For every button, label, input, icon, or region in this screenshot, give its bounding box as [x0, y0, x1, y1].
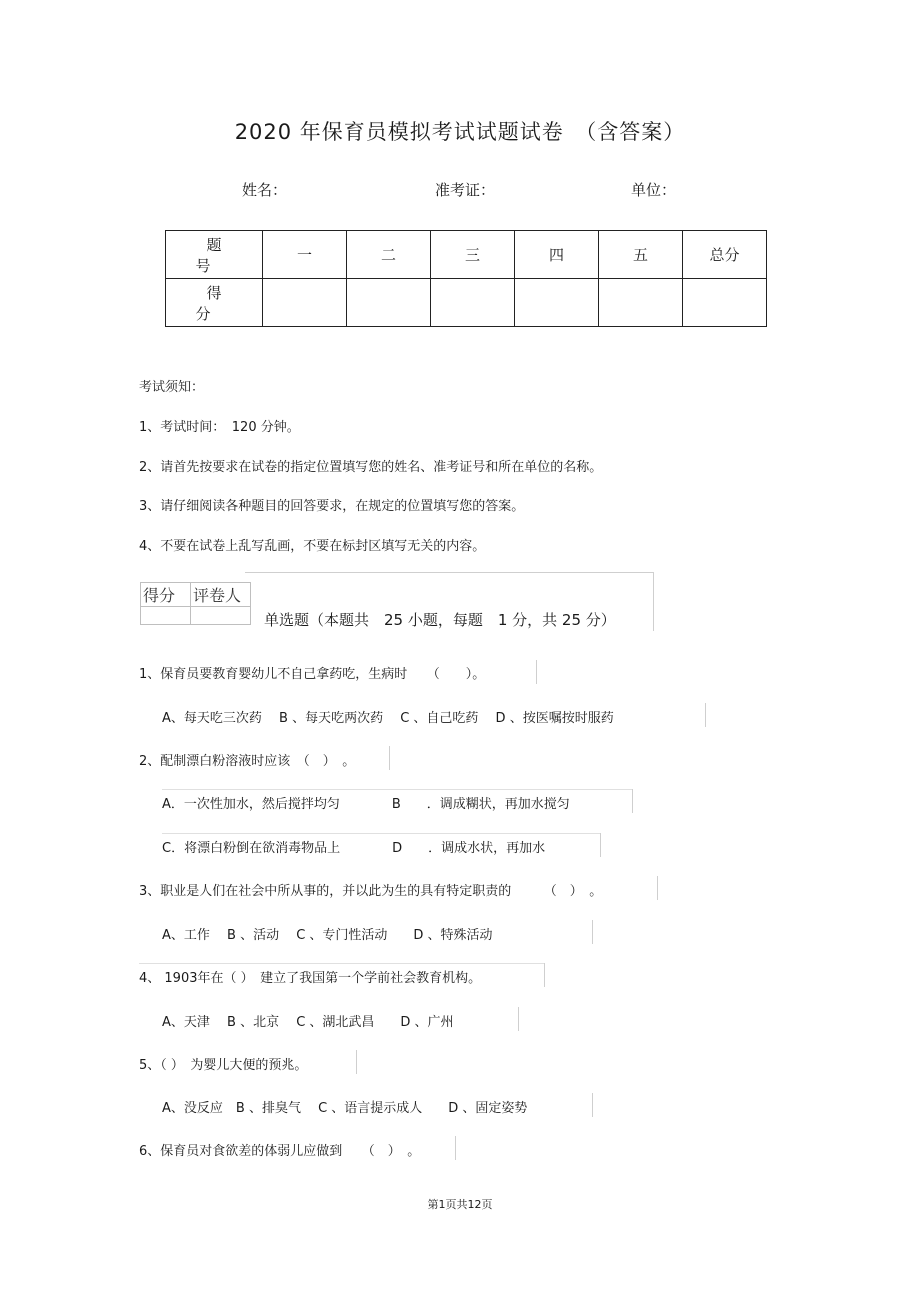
text-box-edge — [162, 833, 600, 834]
text-box-edge — [657, 876, 658, 900]
text-box-edge — [139, 963, 544, 964]
notice-item: 1、考试时间： 120 分钟。 — [139, 420, 300, 435]
question-stem: 6、保育员对食欲差的体弱儿应做到 （ ） 。 — [139, 1144, 421, 1159]
section-heading: 单选题（本题共 25 小题，每题 1 分，共 25 分） — [264, 611, 616, 629]
score-table-cell: 总分 — [683, 231, 767, 279]
document-title: 2020 年保育员模拟考试试题试卷 （含答案） — [234, 120, 686, 144]
name-field-label: 姓名： — [242, 181, 288, 199]
text-box-edge — [600, 833, 601, 857]
notice-item: 4、不要在试卷上乱写乱画，不要在标封区填写无关的内容。 — [139, 539, 486, 554]
question-options: A、没反应 B 、排臭气 C 、语言提示成人 D 、固定姿势 — [162, 1101, 528, 1116]
section-score-label: 得分 — [141, 583, 191, 607]
text-box-edge — [518, 1007, 519, 1031]
score-table-cell: 二 — [347, 231, 431, 279]
score-table-cell: 一 — [263, 231, 347, 279]
notice-item: 3、请仔细阅读各种题目的回答要求，在规定的位置填写您的答案。 — [139, 499, 525, 514]
score-table-cell: 四 — [515, 231, 599, 279]
text-box-edge — [592, 1093, 593, 1117]
question-options: A、工作 B 、活动 C 、专门性活动 D 、特殊活动 — [162, 928, 493, 943]
question-stem: 2、配制漂白粉溶液时应该 （ ） 。 — [139, 754, 356, 769]
question-stem: 4、 1903年在（ ） 建立了我国第一个学前社会教育机构。 — [139, 971, 482, 986]
score-table-score-row — [166, 279, 767, 327]
page-number-footer: 第1页共12页 — [427, 1198, 493, 1211]
text-box-edge — [162, 789, 632, 790]
notice-heading: 考试须知： — [139, 380, 205, 395]
exam-id-field-label: 准考证： — [435, 181, 496, 199]
score-table-cell: 三 — [431, 231, 515, 279]
question-stem: 5、（ ） 为婴儿大便的预兆。 — [139, 1058, 308, 1073]
text-box-edge — [592, 920, 593, 944]
question-options: C．将漂白粉倒在欲消毒物品上 D ．调成水状，再加水 — [162, 841, 546, 856]
score-table-cell: 五 — [599, 231, 683, 279]
text-box-edge — [356, 1050, 357, 1074]
section-score-blank — [141, 607, 191, 625]
section-score-box — [140, 582, 251, 625]
text-box-edge — [544, 963, 545, 987]
score-table-blank-cell — [515, 279, 599, 327]
unit-field-label: 单位： — [631, 181, 677, 199]
score-table-blank-cell — [683, 279, 767, 327]
text-box-edge — [705, 703, 706, 727]
section-grader-label: 评卷人 — [191, 583, 251, 607]
text-box-edge — [536, 660, 537, 684]
text-box-edge — [455, 1136, 456, 1160]
notice-item: 2、请首先按要求在试卷的指定位置填写您的姓名、准考证号和所在单位的名称。 — [139, 460, 603, 475]
score-table-blank-cell — [431, 279, 515, 327]
score-table-cell: 题 号 — [166, 231, 263, 279]
score-table-blank-cell — [347, 279, 431, 327]
text-box-edge — [389, 746, 390, 770]
question-stem: 3、职业是人们在社会中所从事的，并以此为生的具有特定职责的 （ ） 。 — [139, 884, 603, 899]
score-table-blank-cell — [599, 279, 683, 327]
question-options: A、每天吃三次药 B 、每天吃两次药 C 、自己吃药 D 、按医嘱按时服药 — [162, 711, 614, 726]
question-stem: 1、保育员要教育婴幼儿不自己拿药吃，生病时 （ ）。 — [139, 667, 486, 682]
section-grader-blank — [191, 607, 251, 625]
text-box-edge — [632, 789, 633, 813]
score-table-cell: 得 分 — [166, 279, 263, 327]
score-table — [165, 230, 767, 327]
score-table-header-row — [166, 231, 767, 279]
question-options: A．一次性加水，然后搅拌均匀 B ．调成糊状，再加水搅匀 — [162, 797, 570, 812]
question-options: A、天津 B 、北京 C 、湖北武昌 D 、广州 — [162, 1015, 454, 1030]
